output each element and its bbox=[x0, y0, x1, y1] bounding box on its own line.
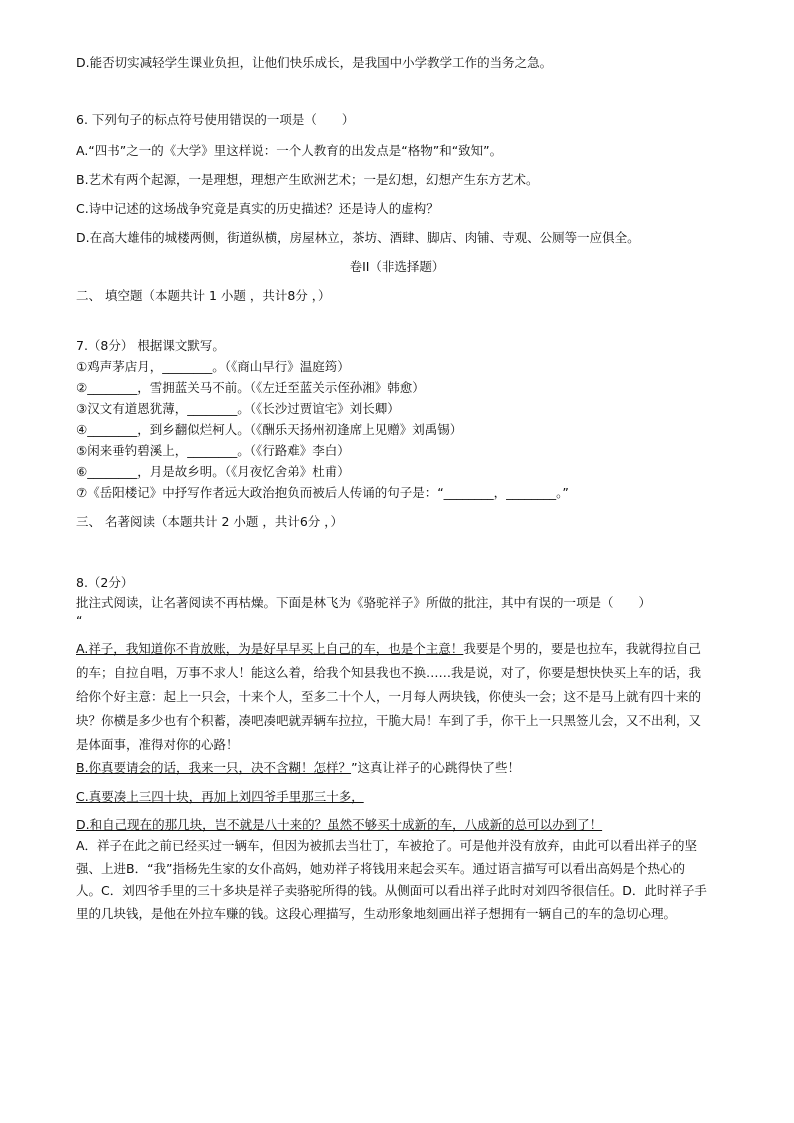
q6-option-d: D.在高大雄伟的城楼两侧，街道纵横，房屋林立，茶坊、酒肆、脚店、肉铺、寺观、公厕等一应俱全。 bbox=[76, 230, 640, 245]
q7-stem: 7.（8分） 根据课文默写。 bbox=[76, 338, 225, 353]
section-2-heading: 二、 填空题（本题共计 1 小题 ，共计8分 ，） bbox=[76, 288, 331, 303]
q8-option-a-underlined: A.祥子，我知道你不肯放账，为是好早早买上自己的车，也是个主意！ bbox=[76, 641, 464, 656]
q8-option-b-underlined: B.你真要请会的话，我来一只，决不含糊！怎样？ bbox=[76, 760, 352, 775]
q8-quote-mark: “ bbox=[76, 613, 83, 628]
q7-item: ⑦《岳阳楼记》中抒写作者远大政治抱负而被后人传诵的句子是：“________，________。” bbox=[76, 485, 569, 500]
q8-option-b bbox=[76, 759, 520, 777]
q7-item: ①鸡声茅店月，________。（《商山早行》温庭筠） bbox=[76, 359, 350, 374]
q8-score: 8.（2分） bbox=[76, 575, 134, 590]
q5-option-d: D.能否切实减轻学生课业负担，让他们快乐成长，是我国中小学教学工作的当务之急。 bbox=[76, 55, 553, 70]
q7-item: ⑤闲来垂钓碧溪上，________。（《行路难》李白） bbox=[76, 443, 350, 458]
q8-option-a bbox=[76, 637, 710, 757]
q8-analysis: A．祥子在此之前已经买过一辆车，但因为被抓去当壮丁，车被抢了。可是他并没有放弃，由此可以看出祥子的坚强、上进B．“我”指杨先生家的女仆高妈，她劝祥子将钱用来起会买车。通过语言描写可以看出高妈是个热心的人。C．刘四爷手里的三十多块是祥子卖骆驼所得的钱。从侧面可以看出祥子此时对刘四爷很信任。D．此时祥子手里的几块钱，是他在外拉车赚的钱。这段心理描写，生动形象地刻画出祥子想拥有一辆自己的车的急切心理。 bbox=[76, 838, 707, 921]
volume-ii-title: 卷II（非选择题） bbox=[349, 259, 445, 274]
section-3-heading: 三、 名著阅读（本题共计 2 小题 ，共计6分 ，） bbox=[76, 514, 344, 529]
q8-option-d-underlined: D.和自己现在的那几块，岂不就是八十来的？虽然不够买十成新的车，八成新的总可以办到了！ bbox=[76, 817, 603, 832]
q7-item: ④________，到乡翻似烂柯人。（《酬乐天扬州初逢席上见赠》刘禹锡） bbox=[76, 422, 463, 437]
q8-option-a-text: 我要是个男的，要是也拉车，我就得拉自己的车；自拉自唱，万事不求人！能这么着，给我个知县我也不换……我是说，对了，你要是想快快买上车的话，我给你个好主意：起上一只会，十来个人，至多二十个人，一月每人两块钱，你使头一会；这不是马上就有四十来的块？你横是多少也有个积蓄，凑吧凑吧就弄辆车拉拉，干脆大局！车到了手，你干上一只黑签儿会，又不出利，又是体面事，准得对你的心路！ bbox=[76, 641, 702, 752]
q7-item: ⑥________，月是故乡明。（《月夜忆舍弟》杜甫） bbox=[76, 464, 350, 479]
q8-option-b-text: ”这真让祥子的心跳得快了些！ bbox=[351, 760, 521, 775]
q6-option-b: B.艺术有两个起源，一是理想，理想产生欧洲艺术；一是幻想，幻想产生东方艺术。 bbox=[76, 172, 539, 187]
q8-option-c bbox=[76, 788, 364, 806]
q6-stem: 6. 下列句子的标点符号使用错误的一项是（ ） bbox=[76, 112, 355, 127]
q6-option-a: A.“四书”之一的《大学》里这样说：一个人教育的出发点是“格物”和“致知”。 bbox=[76, 143, 503, 158]
q8-option-d bbox=[76, 816, 602, 834]
q7-item: ②________，雪拥蓝关马不前。（《左迁至蓝关示侄孙湘》韩愈） bbox=[76, 380, 425, 395]
q7-item: ③汉文有道恩犹薄，________。（《长沙过贾谊宅》刘长卿） bbox=[76, 401, 400, 416]
q6-option-c: C.诗中记述的这场战争究竟是真实的历史描述？还是诗人的虚构？ bbox=[76, 201, 439, 216]
q8-option-c-underlined: C.真要凑上三四十块，再加上刘四爷手里那三十多， bbox=[76, 789, 364, 804]
q8-stem: 批注式阅读，让名著阅读不再枯燥。下面是林飞为《骆驼祥子》所做的批注，其中有误的一项是（ ） bbox=[76, 595, 652, 610]
